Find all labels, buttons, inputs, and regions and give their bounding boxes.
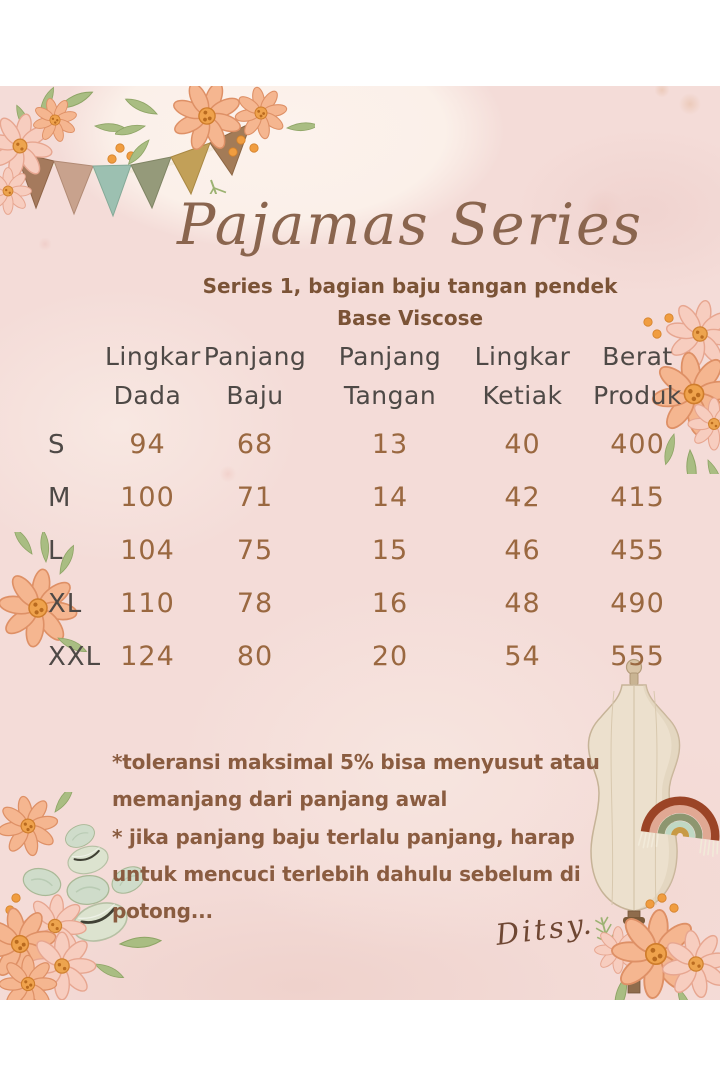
table-cell: 80 <box>236 641 274 672</box>
size-label-l: L <box>48 535 64 566</box>
column-header-berat-produk: Berat Produk <box>593 342 682 410</box>
table-cell: 16 <box>371 588 409 619</box>
size-label-xxl: XXL <box>48 641 102 672</box>
size-table <box>30 338 690 683</box>
table-cell: 78 <box>236 588 274 619</box>
table-cell: 104 <box>120 535 175 566</box>
material-subtitle: Base Viscose <box>336 306 484 330</box>
size-label-s: S <box>48 429 66 460</box>
table-cell: 20 <box>371 641 409 672</box>
table-cell: 68 <box>236 429 274 460</box>
rainbow-macrame-icon <box>636 776 720 874</box>
table-cell: 400 <box>610 429 665 460</box>
table-cell: 71 <box>236 482 274 513</box>
note-tolerance: *toleransi maksimal 5% bisa menyusut atau memanjang dari panjang awal <box>112 750 600 811</box>
column-header-lingkar-ketiak: Lingkar Ketiak <box>474 342 571 410</box>
flower-cluster-top-middle <box>115 86 315 194</box>
table-cell: 14 <box>371 482 409 513</box>
table-cell: 124 <box>120 641 175 672</box>
table-cell: 40 <box>504 429 541 460</box>
note-washing: * jika panjang baju terlalu panjang, harap untuk mencuci terlebih dahulu sebelum di potong... <box>112 825 581 923</box>
cowrie-shell <box>65 842 111 878</box>
table-cell: 490 <box>610 588 665 619</box>
table-cell: 15 <box>371 535 409 566</box>
tolerance-notes <box>112 744 642 930</box>
table-cell: 555 <box>610 641 665 672</box>
brand-signature: Ditsy. <box>493 906 597 952</box>
table-cell: 54 <box>504 641 541 672</box>
table-cell: 75 <box>236 535 274 566</box>
page-title: Pajamas Series <box>176 192 644 258</box>
table-cell: 455 <box>610 535 665 566</box>
table-cell: 42 <box>504 482 541 513</box>
size-label-m: M <box>48 482 72 513</box>
table-corner-cell <box>30 338 105 418</box>
table-cell: 94 <box>129 429 166 460</box>
table-cell: 110 <box>120 588 175 619</box>
table-cell: 48 <box>504 588 541 619</box>
column-header-lingkar-dada: Lingkar Dada <box>105 342 201 410</box>
table-cell: 415 <box>610 482 665 513</box>
series-subtitle: Series 1, bagian baju tangan pendek <box>202 274 618 298</box>
table-cell: 100 <box>120 482 175 513</box>
column-header-panjang-tangan: Panjang Tangan <box>338 342 442 410</box>
table-cell: 13 <box>371 429 409 460</box>
size-label-xl: XL <box>48 588 83 619</box>
table-cell: 46 <box>504 535 541 566</box>
column-header-panjang-baju: Panjang Baju <box>203 342 307 410</box>
